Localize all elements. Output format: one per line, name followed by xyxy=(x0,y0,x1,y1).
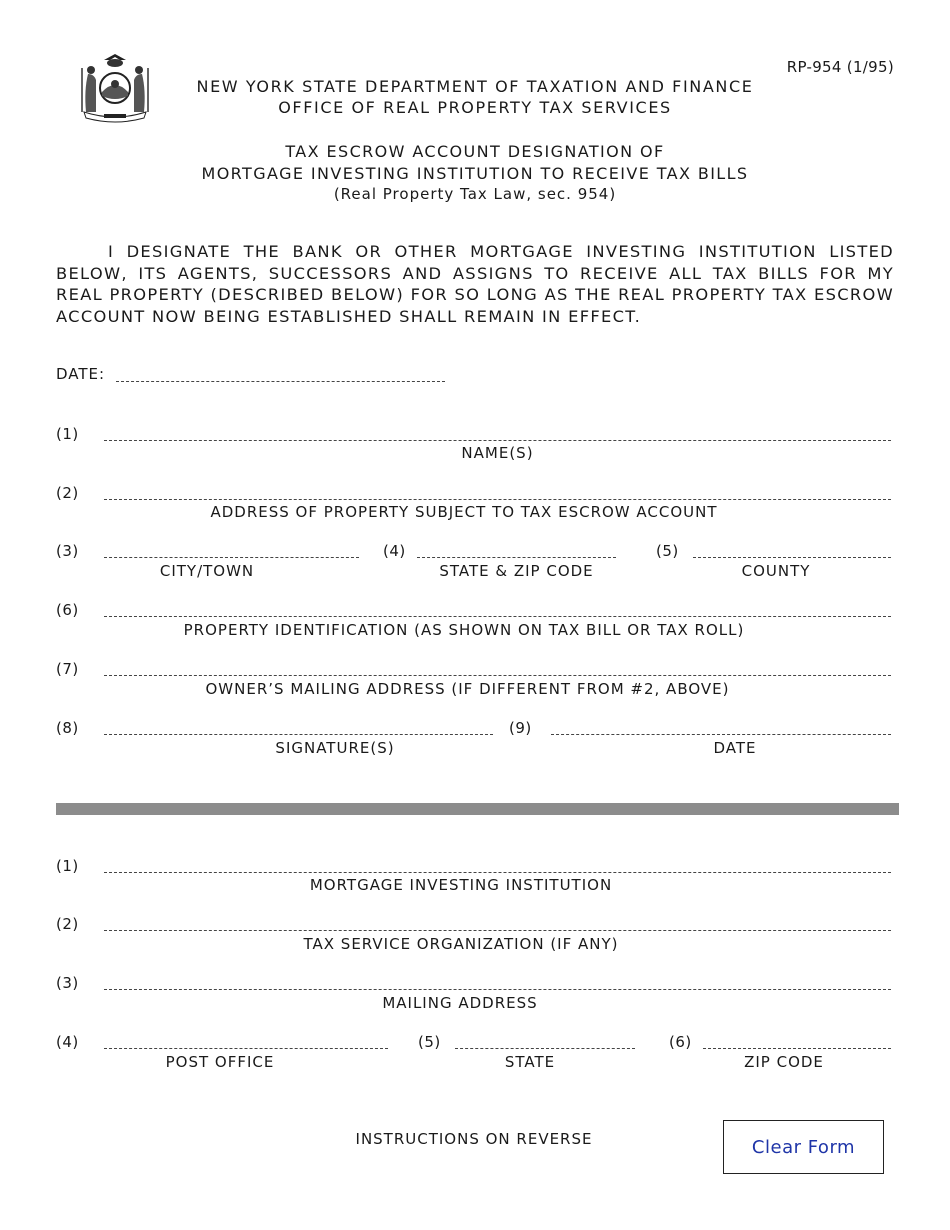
clear-form-button[interactable]: Clear Form xyxy=(723,1120,884,1174)
city-town-field[interactable] xyxy=(104,557,359,558)
field-number: (2) xyxy=(56,484,79,502)
form-number: RP-954 (1/95) xyxy=(786,58,894,76)
nys-seal-icon xyxy=(74,50,156,124)
field-number: (2) xyxy=(56,915,79,933)
institution-mailing-caption: MAILING ADDRESS xyxy=(382,994,538,1012)
zip-code-field[interactable] xyxy=(703,1048,891,1049)
field-number: (1) xyxy=(56,425,79,443)
institution-caption: MORTGAGE INVESTING INSTITUTION xyxy=(309,876,613,894)
state-zip-caption: STATE & ZIP CODE xyxy=(439,562,594,580)
department-name: NEW YORK STATE DEPARTMENT OF TAXATION AND FINANCE xyxy=(196,77,754,96)
field-number: (4) xyxy=(56,1033,79,1051)
field-number: (6) xyxy=(669,1033,692,1051)
field-number: (3) xyxy=(56,974,79,992)
section-divider xyxy=(56,803,899,815)
property-id-field[interactable] xyxy=(104,616,891,617)
field-number: (8) xyxy=(56,719,79,737)
property-address-field[interactable] xyxy=(104,499,891,500)
institution-field[interactable] xyxy=(104,872,891,873)
institution-mailing-field[interactable] xyxy=(104,989,891,990)
field-number: (4) xyxy=(383,542,406,560)
field-number: (1) xyxy=(56,857,79,875)
field-number: (5) xyxy=(418,1033,441,1051)
state-zip-field[interactable] xyxy=(417,557,616,558)
owner-name-caption: NAME(S) xyxy=(461,444,534,462)
owner-mailing-address-field[interactable] xyxy=(104,675,891,676)
property-id-caption: PROPERTY IDENTIFICATION (AS SHOWN ON TAX BILL OR TAX ROLL) xyxy=(183,621,745,639)
field-number: (3) xyxy=(56,542,79,560)
post-office-caption: POST OFFICE xyxy=(165,1053,275,1071)
signature-date-caption: DATE xyxy=(713,739,757,757)
tax-service-field[interactable] xyxy=(104,930,891,931)
field-number: (6) xyxy=(56,601,79,619)
post-office-field[interactable] xyxy=(104,1048,388,1049)
field-number: (5) xyxy=(656,542,679,560)
county-field[interactable] xyxy=(693,557,891,558)
property-address-caption: ADDRESS OF PROPERTY SUBJECT TO TAX ESCROW ACCOUNT xyxy=(210,503,718,521)
tax-service-caption: TAX SERVICE ORGANIZATION (IF ANY) xyxy=(303,935,619,953)
date-field[interactable] xyxy=(116,381,445,382)
state-field[interactable] xyxy=(455,1048,635,1049)
office-name: OFFICE OF REAL PROPERTY TAX SERVICES xyxy=(278,98,672,117)
law-reference: (Real Property Tax Law, sec. 954) xyxy=(333,185,617,203)
state-caption: STATE xyxy=(504,1053,556,1071)
date-label: DATE: xyxy=(56,365,106,383)
signature-field[interactable] xyxy=(104,734,493,735)
designation-text: I DESIGNATE THE BANK OR OTHER MORTGAGE INVESTING INSTITUTION LISTED BELOW, ITS AGENTS, SUCCESSORS AND ASSIGNS TO RECEIVE ALL TAX BILLS FOR MY REAL PROPERTY (DESCRIBED BELOW) FOR SO LONG AS THE REAL PROPERTY TAX ESCROW ACCOUNT NOW BEING ESTABLISHED SHALL REMAIN IN EFFECT. xyxy=(56,242,894,326)
city-town-caption: CITY/TOWN xyxy=(159,562,255,580)
owner-name-field[interactable] xyxy=(104,440,891,441)
signature-date-field[interactable] xyxy=(551,734,891,735)
field-number: (9) xyxy=(509,719,532,737)
field-number: (7) xyxy=(56,660,79,678)
instructions-note: INSTRUCTIONS ON REVERSE xyxy=(355,1130,593,1148)
signature-caption: SIGNATURE(S) xyxy=(275,739,395,757)
form-title-line2: MORTGAGE INVESTING INSTITUTION TO RECEIVE TAX BILLS xyxy=(201,164,749,183)
owner-mailing-address-caption: OWNER’S MAILING ADDRESS (IF DIFFERENT FROM #2, ABOVE) xyxy=(205,680,730,698)
designation-paragraph xyxy=(56,241,894,327)
form-title-line1: TAX ESCROW ACCOUNT DESIGNATION OF xyxy=(285,142,665,161)
county-caption: COUNTY xyxy=(741,562,811,580)
zip-code-caption: ZIP CODE xyxy=(744,1053,824,1071)
